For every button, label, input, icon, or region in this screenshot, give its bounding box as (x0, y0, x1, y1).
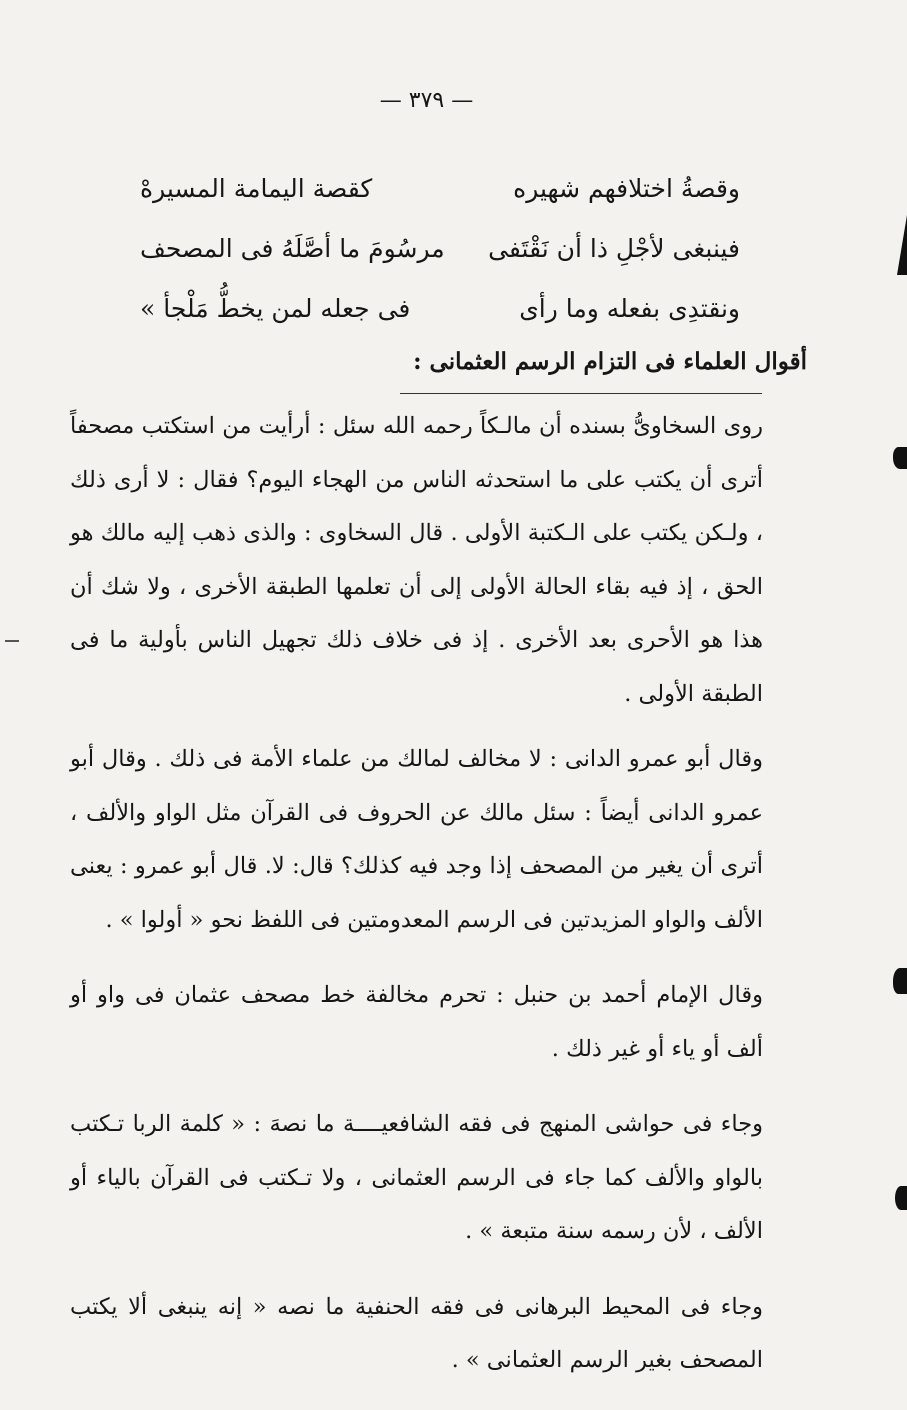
verse-left-half: كقصة اليمامة المسيرهْ (140, 173, 373, 203)
scan-edge-mark (893, 447, 907, 469)
verse-right-half: ونقتدِى بفعله وما رأى (519, 293, 740, 323)
paragraph: وجاء فى المحيط البرهانى فى فقه الحنفية ما نصه « إنه ينبغى ألا يكتب المصحف بغير الرسم العثمانى » . (70, 1293, 763, 1373)
paragraph: روى السخاوىُّ بسنده أن مالـكاً رحمه الله سئل : أرأيت من استكتب مصحفاً أترى أن يكتب على ما استحدثه الناس من الهجاء اليوم؟ فقال : لا أرى ذلك ، ولـكن يكتب على الـكتبة الأولى . قال السخاوى : والذى ذهب إليه مالك هو الحق ، إذ فيه بقاء الحالة الأولى إلى أن تعلمها الطبقة الأخرى ، ولا شك أن هذا هو الأحرى بعد الأخرى . إذ فى خلاف ذلك تجهيل الناس بأولية ما فى الطبقة الأولى . (70, 413, 763, 707)
section-heading: أقوال العلماء فى التزام الرسم العثمانى : (413, 348, 807, 375)
verse-line (140, 278, 740, 338)
verse-block (140, 158, 740, 338)
scan-margin-tick (5, 640, 19, 642)
verse-right-half: وقصةُ اختلافهم شهيره (513, 173, 740, 203)
verse-line (140, 158, 740, 218)
paragraph: وقال أبو عمرو الدانى : لا مخالف لمالك من علماء الأمة فى ذلك . وقال أبو عمرو الدانى أيضاً : سئل مالك عن الحروف فى القرآن مثل الواو والألف ، أترى أن يغير من المصحف إذا وجد فيه كذلك؟ قال: لا. قال أبو عمرو : يعنى الألف والواو المزيدتين فى الرسم المعدومتين فى اللفظ نحو « أولوا » . (70, 746, 763, 933)
verse-left-half: فى جعله لمن يخطُّ مَلْجأ » (140, 293, 411, 323)
verse-line (140, 218, 740, 278)
scan-edge-mark (893, 968, 907, 994)
paragraph: وقال الإمام أحمد بن حنبل : تحرم مخالفة خط مصحف عثمان فى واو أو ألف أو ياء أو غير ذلك . (70, 982, 763, 1062)
verse-right-half: فينبغى لأجْلِ ذا أن نَقْتَفى (488, 233, 740, 263)
paragraph: وجاء فى حواشى المنهج فى فقه الشافعيــــة ما نصهَ : « كلمة الربا تـكتب بالواو والألف كما جاء فى الرسم العثمانى ، ولا تـكتب فى القرآن بالياء أو الألف ، لأن رسمه سنة متبعة » . (70, 1111, 763, 1244)
page-number: — ٣٧٩ — (379, 88, 474, 113)
scan-edge-mark (897, 215, 907, 275)
verse-left-half: مرسُومَ ما أصَّلَهُ فى المصحف (140, 233, 445, 263)
body-text (70, 400, 763, 1410)
scan-edge-mark (895, 1186, 907, 1210)
heading-underline (400, 393, 762, 394)
